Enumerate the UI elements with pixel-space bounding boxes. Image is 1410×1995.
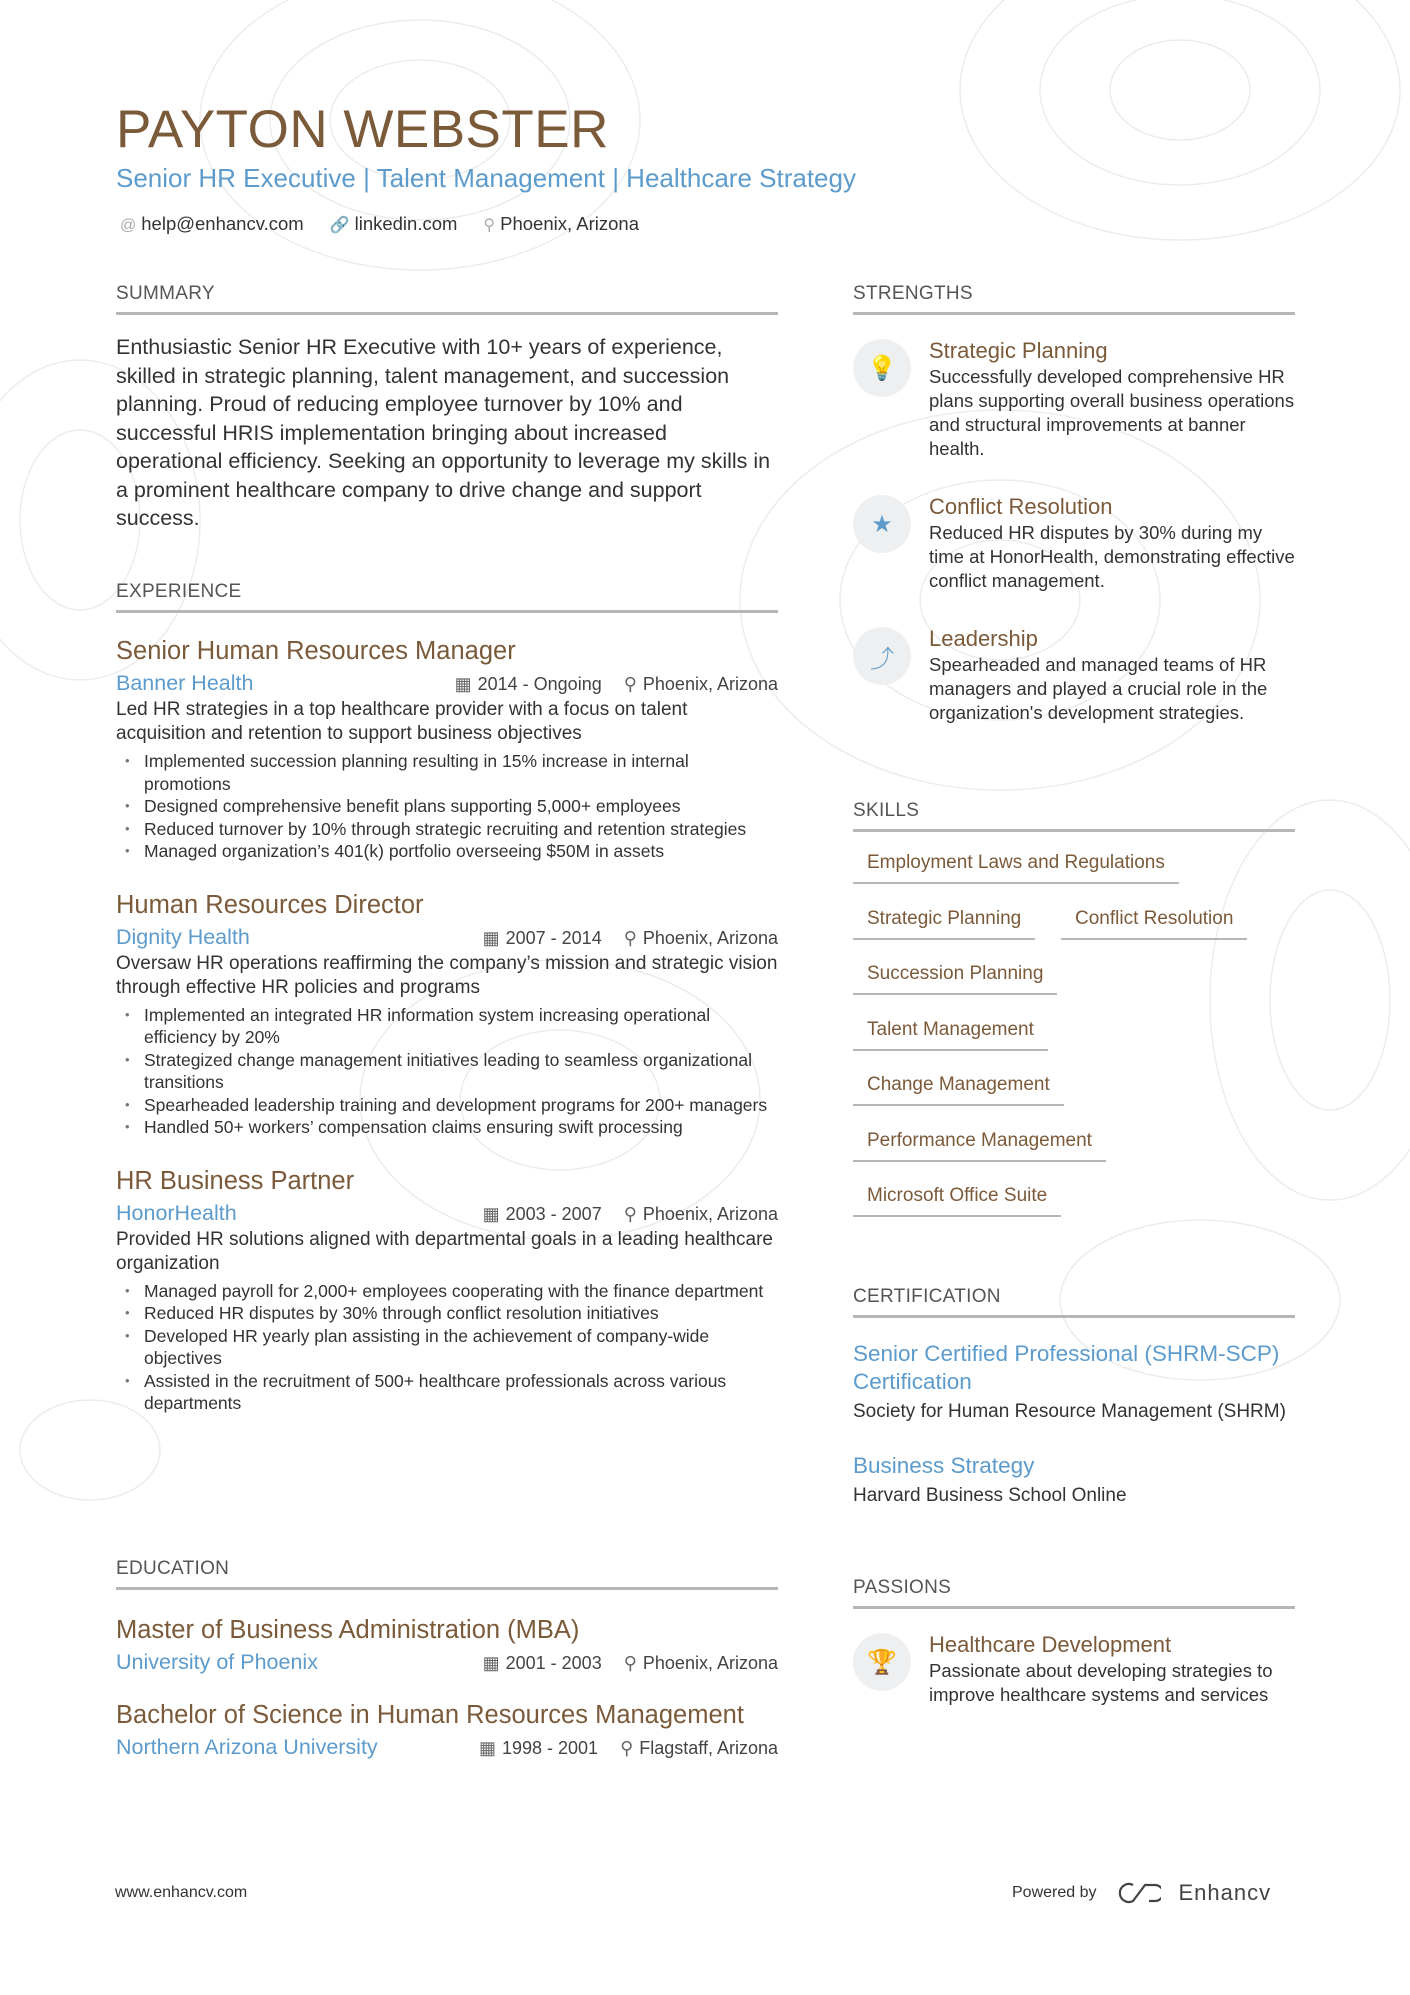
certification-issuer: Society for Human Resource Management (SHRM)	[853, 1401, 1286, 1422]
achievement-item: • Implemented succession planning resulting in 15% increase in internal promotions	[116, 750, 778, 795]
company-name[interactable]: Dignity Health	[116, 924, 250, 949]
strength-description: Successfully developed comprehensive HR plans supporting overall business operations and structural improvements at banner health.	[929, 366, 1295, 459]
enhancv-logo-icon	[1115, 1881, 1161, 1905]
date-text: 2003 - 2007	[505, 1203, 602, 1224]
strength-title: Conflict Resolution	[929, 494, 1113, 519]
contact-item[interactable]	[330, 212, 458, 238]
strength-item	[853, 493, 1295, 593]
achievement-item: • Reduced HR disputes by 30% through conflict resolution initiatives	[116, 1302, 778, 1325]
location-text: Flagstaff, Arizona	[639, 1738, 778, 1758]
location-pin-icon: ⚲	[623, 927, 637, 948]
achievement-item: • Reduced turnover by 10% through strategic recruiting and retention strategies	[116, 818, 778, 841]
section-heading: SUMMARY	[116, 282, 778, 315]
job-entry	[116, 1165, 778, 1415]
location-text: Phoenix, Arizona	[642, 674, 778, 694]
link-icon: 🔗	[329, 217, 350, 234]
skill-tag: Talent Management	[853, 1018, 1048, 1051]
footer-branding	[1012, 1880, 1271, 1906]
education-meta	[116, 1733, 778, 1762]
achievement-item: • Assisted in the recruitment of 500+ healthcare professionals across various departments	[116, 1370, 778, 1415]
strength-item	[853, 337, 1295, 461]
achievement-list	[116, 1004, 778, 1139]
lightbulb-icon: 💡	[853, 339, 911, 397]
section-heading: CERTIFICATION	[853, 1285, 1295, 1318]
job-meta	[116, 669, 778, 698]
skill-tag: Employment Laws and Regulations	[853, 851, 1179, 884]
candidate-name: PAYTON WEBSTER	[116, 100, 609, 159]
star-icon: ★	[853, 495, 911, 553]
date-text: 2014 - Ongoing	[477, 674, 602, 694]
skill-tag: Succession Planning	[853, 962, 1057, 995]
calendar-icon: ▦	[482, 927, 500, 948]
contact-text[interactable]: help@enhancv.com	[141, 213, 304, 234]
strengths-section	[853, 282, 1295, 725]
skill-tag: Change Management	[853, 1073, 1064, 1106]
strength-description: Reduced HR disputes by 30% during my time at HonorHealth, demonstrating effective conflict management.	[929, 522, 1295, 591]
calendar-icon: ▦	[478, 1738, 496, 1758]
certification-entry	[853, 1340, 1295, 1424]
trophy-icon: 🏆	[853, 1633, 911, 1691]
location	[624, 924, 778, 952]
job-description: Oversaw HR operations reaffirming the company’s mission and strategic vision through effective HR policies and programs	[116, 952, 778, 998]
education-entry	[116, 1614, 778, 1677]
contact-item[interactable]	[483, 212, 639, 238]
achievement-item: • Designed comprehensive benefit plans supporting 5,000+ employees	[116, 795, 778, 818]
location	[624, 1649, 778, 1677]
job-title: Senior Human Resources Manager	[116, 637, 516, 665]
date-text: 2001 - 2003	[505, 1653, 602, 1673]
certification-entry	[853, 1452, 1295, 1508]
job-description: Provided HR solutions aligned with departmental goals in a leading healthcare organization	[116, 1228, 773, 1274]
contact-text[interactable]: Phoenix, Arizona	[500, 213, 639, 234]
date-range	[483, 1649, 602, 1677]
summary-section	[116, 282, 778, 533]
footer-website-link[interactable]: www.enhancv.com	[115, 1884, 248, 1901]
certification-section	[853, 1285, 1295, 1508]
job-title: Human Resources Director	[116, 890, 424, 919]
strategy-arrow-icon: ⤴	[853, 627, 911, 685]
section-heading: STRENGTHS	[853, 282, 1295, 315]
degree-title: Bachelor of Science in Human Resources Management	[116, 1701, 744, 1729]
job-meta	[116, 923, 778, 952]
section-heading: EDUCATION	[116, 1557, 778, 1590]
headline: Senior HR Executive | Talent Management | Healthcare Strategy	[116, 163, 856, 193]
calendar-icon: ▦	[482, 1203, 500, 1224]
contact-bar	[120, 212, 639, 238]
job-entry	[116, 889, 778, 1139]
job-meta	[116, 1199, 778, 1228]
skills-section	[853, 799, 1295, 1219]
experience-section	[116, 580, 778, 1415]
skill-tag: Microsoft Office Suite	[853, 1184, 1061, 1217]
passion-title: Healthcare Development	[929, 1632, 1172, 1657]
company-name[interactable]: HonorHealth	[116, 1200, 237, 1225]
achievement-item: • Managed organization’s 401(k) portfolio overseeing $50M in assets	[116, 840, 778, 863]
powered-by-label: Powered by	[1012, 1884, 1097, 1901]
achievement-list	[116, 1280, 778, 1415]
achievement-item: • Developed HR yearly plan assisting in the achievement of company-wide objectives	[116, 1325, 778, 1370]
at-icon: @	[120, 217, 137, 234]
achievement-item: • Strategized change management initiatives leading to seamless organizational transitions	[116, 1049, 778, 1094]
strength-item	[853, 625, 1295, 725]
school-name[interactable]: University of Phoenix	[116, 1650, 318, 1674]
achievement-item: • Handled 50+ workers’ compensation claims ensuring swift processing	[116, 1116, 778, 1139]
achievement-item: • Managed payroll for 2,000+ employees cooperating with the finance department	[116, 1280, 778, 1303]
achievement-list	[116, 750, 778, 863]
date-range	[483, 924, 602, 952]
calendar-icon: ▦	[454, 674, 472, 694]
achievement-item: • Implemented an integrated HR information system increasing operational efficiency by 20%	[116, 1004, 778, 1049]
passion-description: Passionate about developing strategies to improve healthcare systems and services	[929, 1660, 1273, 1705]
location-pin-icon: ⚲	[623, 1653, 637, 1673]
passions-section	[853, 1576, 1295, 1707]
date-range	[455, 670, 602, 698]
summary-text: Enthusiastic Senior HR Executive with 10+ years of experience, skilled in strategic planning, talent management, and succession planning. Proud of reducing employee turnover by 10% and successful HRIS implementation bringing about increased operational efficiency. Seeking an opportunity to leverage my skills in a prominent healthcare company to drive change and support success.	[116, 335, 771, 530]
section-heading: EXPERIENCE	[116, 580, 778, 613]
achievement-item: • Spearheaded leadership training and development programs for 200+ managers	[116, 1094, 778, 1117]
passion-item	[853, 1631, 1295, 1707]
job-entry	[116, 635, 778, 863]
location-pin-icon: ⚲	[623, 674, 637, 694]
skill-tag: Conflict Resolution	[1061, 907, 1247, 940]
date-text: 2007 - 2014	[505, 927, 602, 948]
location-text: Phoenix, Arizona	[642, 1203, 778, 1224]
location-pin-icon: ⚲	[620, 1738, 634, 1758]
skill-tag: Strategic Planning	[853, 907, 1035, 940]
skill-tag: Performance Management	[853, 1129, 1106, 1162]
strength-description: Spearheaded and managed teams of HR managers and played a crucial role in the organization's development strategies.	[929, 654, 1268, 723]
certification-title: Senior Certified Professional (SHRM-SCP) Certification	[853, 1341, 1280, 1394]
degree-title: Master of Business Administration (MBA)	[116, 1616, 580, 1644]
section-heading: PASSIONS	[853, 1576, 1295, 1609]
location-text: Phoenix, Arizona	[642, 1653, 778, 1673]
location	[624, 1200, 778, 1228]
location	[624, 670, 778, 698]
certification-issuer: Harvard Business School Online	[853, 1485, 1127, 1506]
certification-title: Business Strategy	[853, 1453, 1035, 1478]
section-heading: SKILLS	[853, 799, 1295, 832]
date-range	[483, 1200, 602, 1228]
calendar-icon: ▦	[482, 1653, 500, 1673]
contact-item[interactable]	[120, 212, 304, 238]
education-entry	[116, 1699, 778, 1762]
date-text: 1998 - 2001	[501, 1738, 599, 1758]
education-section	[116, 1557, 778, 1762]
company-name[interactable]: Banner Health	[116, 671, 254, 695]
brand-name: Enhancv	[1178, 1880, 1272, 1905]
location	[620, 1734, 778, 1762]
location-pin-icon: ⚲	[483, 217, 496, 234]
contact-text[interactable]: linkedin.com	[354, 213, 458, 234]
job-title: HR Business Partner	[116, 1166, 355, 1195]
school-name[interactable]: Northern Arizona University	[116, 1735, 378, 1759]
location-pin-icon: ⚲	[623, 1203, 637, 1224]
strength-title: Leadership	[929, 626, 1038, 651]
location-text: Phoenix, Arizona	[642, 927, 778, 948]
date-range	[479, 1734, 598, 1762]
job-description: Led HR strategies in a top healthcare provider with a focus on talent acquisition and retention to support business objectives	[116, 699, 688, 744]
education-meta	[116, 1648, 778, 1677]
strength-title: Strategic Planning	[929, 338, 1108, 363]
